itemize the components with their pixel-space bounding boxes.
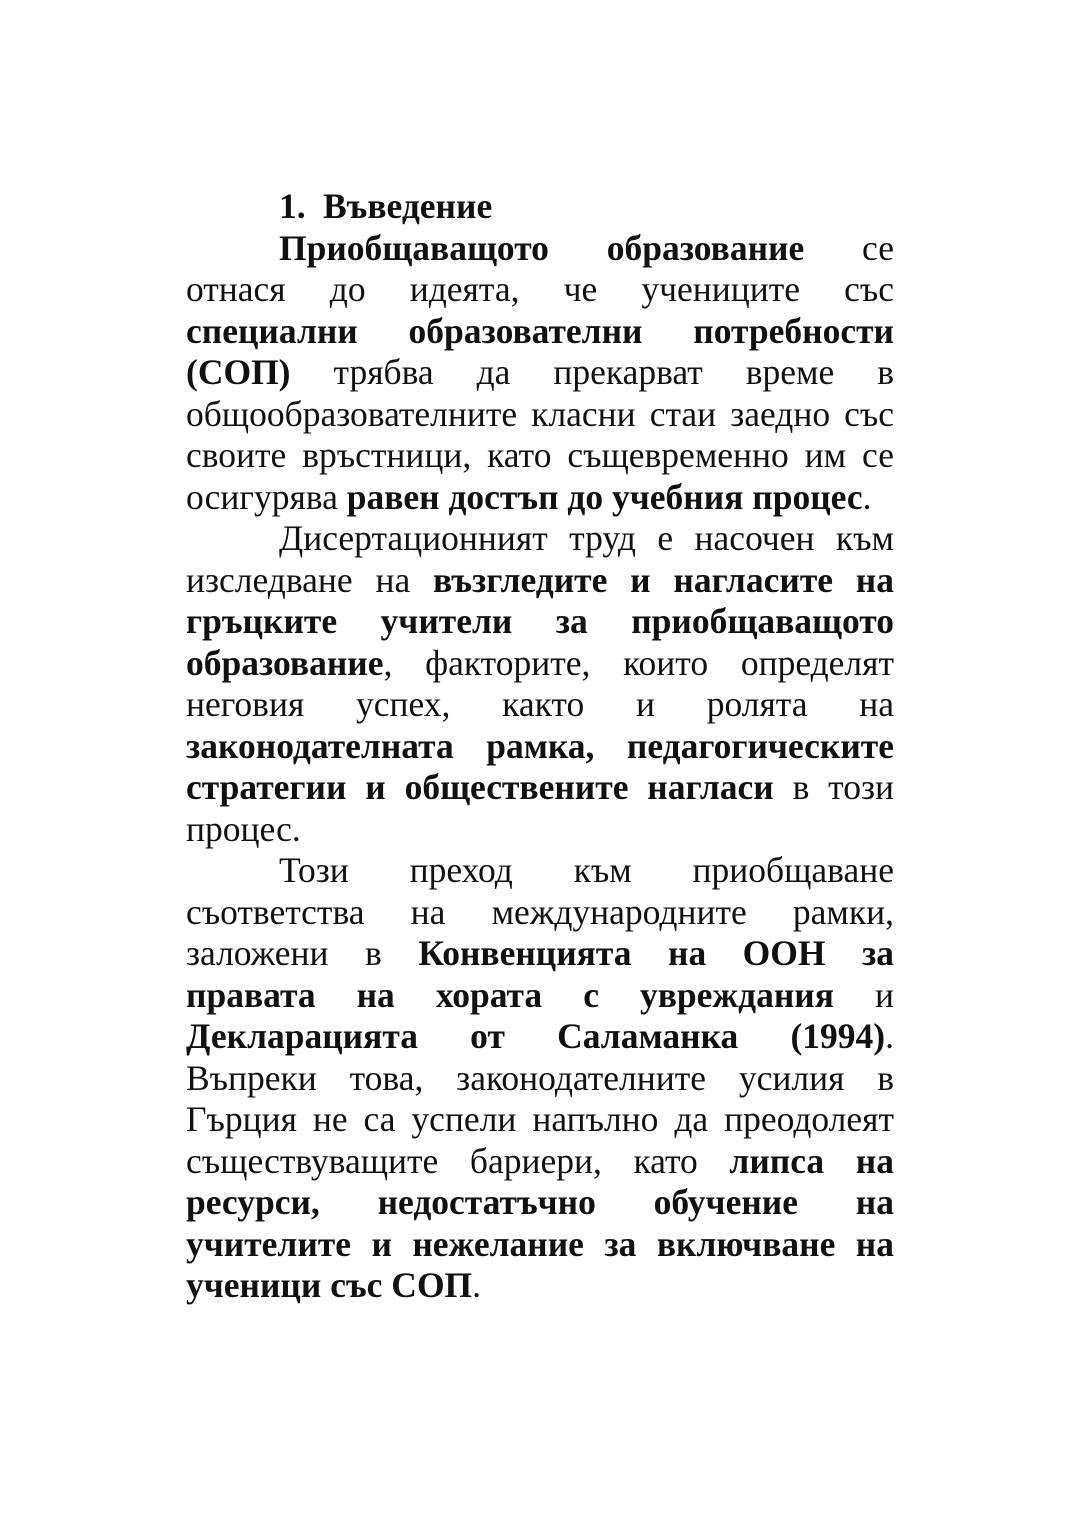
text-span: Дисертационният труд е насочен към изследване на (186, 518, 894, 600)
text-span: Приобщаващото образование (279, 227, 805, 268)
section-heading (186, 186, 894, 228)
text-span: възгледите и нагласите на гръцките учители за приобщаващото образование (186, 559, 895, 683)
text-span: в този процес. (186, 767, 894, 849)
text-span: липса на ресурси, недостатъчно обучение на учителите и нежелание за включване на ученици със СОП (186, 1140, 894, 1305)
text-span: Този преход към приобщаване съответства на международните рамки, заложени в (186, 850, 894, 973)
paragraph-transition (186, 850, 894, 1307)
text-span: . (862, 476, 872, 517)
text-span: специални образователни потребности (СОП) (186, 310, 894, 392)
text-span: Декларацията от Саламанка (1994) (186, 1016, 886, 1056)
paragraph-dissertation (186, 518, 894, 850)
text-span: и (833, 974, 894, 1015)
text-span: , факторите, които определят неговия успех, както и ролята на (186, 642, 894, 724)
document-page (186, 186, 894, 1307)
text-span: . Въпреки това, законодателните усилия в Гърция не са успели напълно да преодолеят съществуващите бариери, като (186, 1016, 894, 1181)
section-title: Въведение (323, 186, 493, 226)
paragraph-intro (186, 228, 894, 519)
text-span: се отнася до идеята, че учениците със (186, 227, 894, 309)
text-span: равен достъп до учебния процес (346, 476, 863, 517)
text-span: законодателната рамка, педагогическите стратегии и обществените нагласи (186, 725, 894, 807)
section-number: 1. (279, 186, 306, 226)
text-span: трябва да прекарват време в общообразователните класни стаи заедно със своите връстници, като същевременно им се осигурява (186, 352, 894, 517)
text-span: Конвенцията на ООН за правата на хората с увреждания (186, 933, 895, 1015)
text-span: . (472, 1265, 482, 1305)
